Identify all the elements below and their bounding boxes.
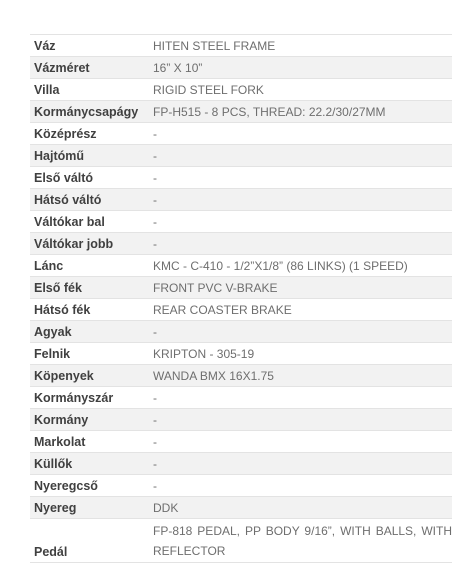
spec-row-kormanycsapagy (30, 101, 452, 123)
spec-value: - (149, 189, 452, 211)
spec-row-hatso-fek (30, 299, 452, 321)
spec-row-kullok (30, 453, 452, 475)
spec-table (30, 34, 452, 563)
spec-row-kopenyek (30, 365, 452, 387)
spec-row-nyeregcso (30, 475, 452, 497)
spec-label: Középrész (30, 123, 149, 145)
spec-row-felnik (30, 343, 452, 365)
spec-row-pedal (30, 519, 452, 563)
spec-label: Nyeregcső (30, 475, 149, 497)
spec-row-hatso-valto (30, 189, 452, 211)
spec-label: Markolat (30, 431, 149, 453)
spec-label: Pedál (30, 519, 149, 563)
spec-label: Kormány (30, 409, 149, 431)
spec-label: Kormányszár (30, 387, 149, 409)
spec-row-kormany (30, 409, 452, 431)
spec-label: Első fék (30, 277, 149, 299)
spec-row-kormanyszar (30, 387, 452, 409)
spec-label: Váltókar bal (30, 211, 149, 233)
spec-value: RIGID STEEL FORK (149, 79, 452, 101)
spec-label: Első váltó (30, 167, 149, 189)
spec-value: - (149, 475, 452, 497)
spec-row-nyereg (30, 497, 452, 519)
spec-value: - (149, 145, 452, 167)
spec-value: HITEN STEEL FRAME (149, 35, 452, 57)
spec-row-lanc (30, 255, 452, 277)
spec-value: - (149, 233, 452, 255)
spec-label: Vázméret (30, 57, 149, 79)
spec-label: Hajtómű (30, 145, 149, 167)
spec-value: - (149, 409, 452, 431)
spec-label: Hátsó váltó (30, 189, 149, 211)
spec-value: FP-H515 - 8 PCS, THREAD: 22.2/30/27MM (149, 101, 452, 123)
spec-row-vazmeret (30, 57, 452, 79)
spec-row-elso-fek (30, 277, 452, 299)
spec-value: - (149, 123, 452, 145)
spec-value: FP-818 PEDAL, PP BODY 9/16”, WITH BALLS, WITH REFLECTOR (149, 519, 452, 563)
spec-row-vaz (30, 35, 452, 57)
spec-value: - (149, 167, 452, 189)
spec-row-agyak (30, 321, 452, 343)
spec-row-valtokar-jobb (30, 233, 452, 255)
spec-row-valtokar-bal (30, 211, 452, 233)
spec-label: Agyak (30, 321, 149, 343)
spec-label: Küllők (30, 453, 149, 475)
spec-label: Felnik (30, 343, 149, 365)
spec-value: KMC - C-410 - 1/2”X1/8” (86 LINKS) (1 SPEED) (149, 255, 452, 277)
spec-value: - (149, 387, 452, 409)
spec-row-elso-valto (30, 167, 452, 189)
spec-value: REAR COASTER BRAKE (149, 299, 452, 321)
spec-label: Nyereg (30, 497, 149, 519)
spec-row-hajtomu (30, 145, 452, 167)
spec-row-kozepresz (30, 123, 452, 145)
spec-label: Kormánycsapágy (30, 101, 149, 123)
spec-value: 16” X 10” (149, 57, 452, 79)
spec-label: Váltókar jobb (30, 233, 149, 255)
spec-value: - (149, 211, 452, 233)
spec-value: - (149, 453, 452, 475)
spec-value: - (149, 431, 452, 453)
spec-label: Köpenyek (30, 365, 149, 387)
spec-label: Váz (30, 35, 149, 57)
spec-label: Lánc (30, 255, 149, 277)
spec-value: - (149, 321, 452, 343)
spec-value: FRONT PVC V-BRAKE (149, 277, 452, 299)
spec-value: KRIPTON - 305-19 (149, 343, 452, 365)
spec-label: Villa (30, 79, 149, 101)
spec-row-villa (30, 79, 452, 101)
spec-value: WANDA BMX 16X1.75 (149, 365, 452, 387)
spec-value: DDK (149, 497, 452, 519)
spec-row-markolat (30, 431, 452, 453)
spec-label: Hátsó fék (30, 299, 149, 321)
